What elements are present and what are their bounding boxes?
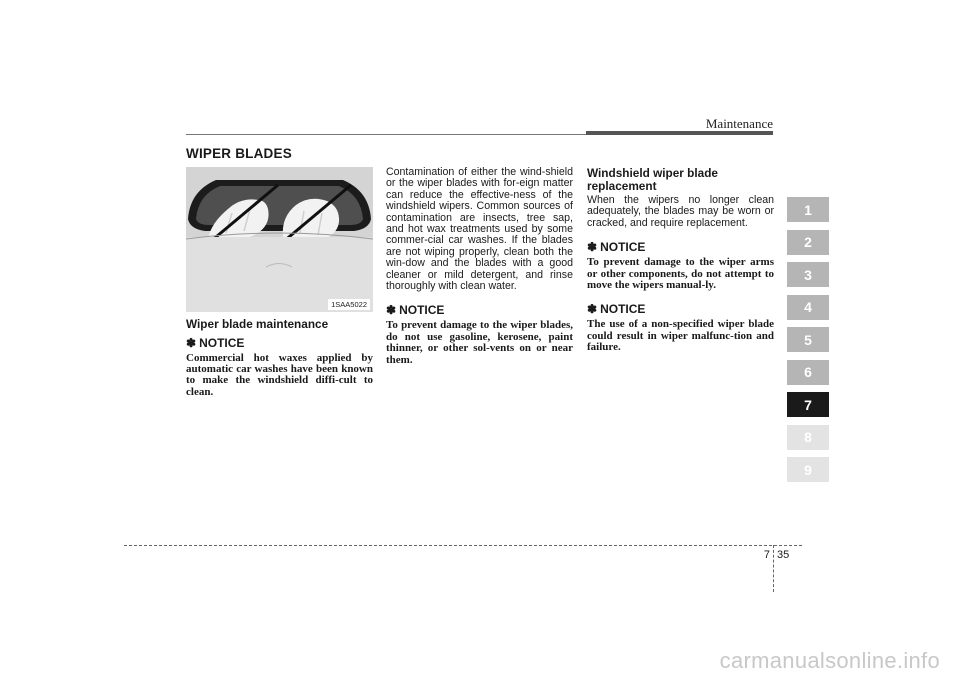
chapter-tab-3[interactable]: 3 bbox=[787, 262, 829, 287]
header-rule-thin bbox=[186, 134, 586, 135]
column-1 bbox=[186, 318, 373, 398]
chapter-tab-1[interactable]: 1 bbox=[787, 197, 829, 222]
header-rule-thick bbox=[586, 131, 773, 135]
footer-rule bbox=[124, 545, 802, 546]
chapter-tab-9[interactable]: 9 bbox=[787, 457, 829, 482]
chapter-tabs bbox=[787, 197, 829, 490]
section-title: WIPER BLADES bbox=[186, 146, 292, 161]
notice-text: To prevent damage to the wiper arms or other components, do not attempt to move the wipers manual-ly. bbox=[587, 256, 774, 292]
footer-divider bbox=[773, 545, 774, 592]
wiper-figure bbox=[186, 167, 373, 312]
notice-label: NOTICE bbox=[199, 335, 245, 350]
chapter-number: 7 bbox=[763, 549, 770, 561]
notice-star-icon: ✽ bbox=[386, 303, 397, 318]
column-2 bbox=[386, 167, 573, 366]
notice-text: Commercial hot waxes applied by automatic car washes have been known to make the windshield diffi-cult to clean. bbox=[186, 351, 373, 398]
watermark: carmanualsonline.info bbox=[719, 648, 940, 673]
notice-heading bbox=[186, 337, 373, 350]
notice-star-icon: ✽ bbox=[186, 335, 197, 350]
chapter-tab-4[interactable]: 4 bbox=[787, 295, 829, 320]
notice-text: The use of a non-specified wiper blade could result in wiper malfunc-tion and failure. bbox=[587, 318, 774, 354]
contamination-paragraph: Contamination of either the wind-shield or the wiper blades with for-eign matter can reduce the effective-ness of the windshield wipers. Common sources of contamination are insects, tree sap, and hot wax treatments used by some commer-cial car washes. If the blades are not wiping properly, clean both the win-dow and the blades with a good cleaner or mild detergent, and rinse thoroughly with clean water. bbox=[386, 166, 573, 293]
chapter-tab-2[interactable]: 2 bbox=[787, 230, 829, 255]
figure-code: 1SAA5022 bbox=[328, 299, 370, 310]
notice-star-icon: ✽ bbox=[587, 240, 598, 255]
windshield-wiper-illustration-icon bbox=[186, 167, 373, 312]
chapter-tab-7[interactable]: 7 bbox=[787, 392, 829, 417]
notice-star-icon: ✽ bbox=[587, 302, 598, 317]
running-header: Maintenance bbox=[705, 116, 773, 131]
notice-text: To prevent damage to the wiper blades, do not use gasoline, kerosene, paint thinner, or other sol-vents on or near them. bbox=[386, 319, 573, 366]
wiper-maintenance-heading: Wiper blade maintenance bbox=[186, 317, 329, 331]
chapter-tab-8[interactable]: 8 bbox=[787, 425, 829, 450]
replacement-heading: Windshield wiper blade replacement bbox=[587, 166, 718, 193]
notice-label: NOTICE bbox=[399, 303, 445, 318]
notice-heading bbox=[587, 303, 774, 316]
page-number: 35 bbox=[777, 549, 790, 561]
notice-label: NOTICE bbox=[600, 240, 646, 255]
notice-heading bbox=[386, 304, 573, 317]
notice-heading bbox=[587, 241, 774, 254]
notice-label: NOTICE bbox=[600, 302, 646, 317]
chapter-tab-5[interactable]: 5 bbox=[787, 327, 829, 352]
column-3 bbox=[587, 167, 774, 354]
replacement-paragraph: When the wipers no longer clean adequately, the blades may be worn or cracked, and require replacement. bbox=[587, 194, 774, 229]
chapter-tab-6[interactable]: 6 bbox=[787, 360, 829, 385]
